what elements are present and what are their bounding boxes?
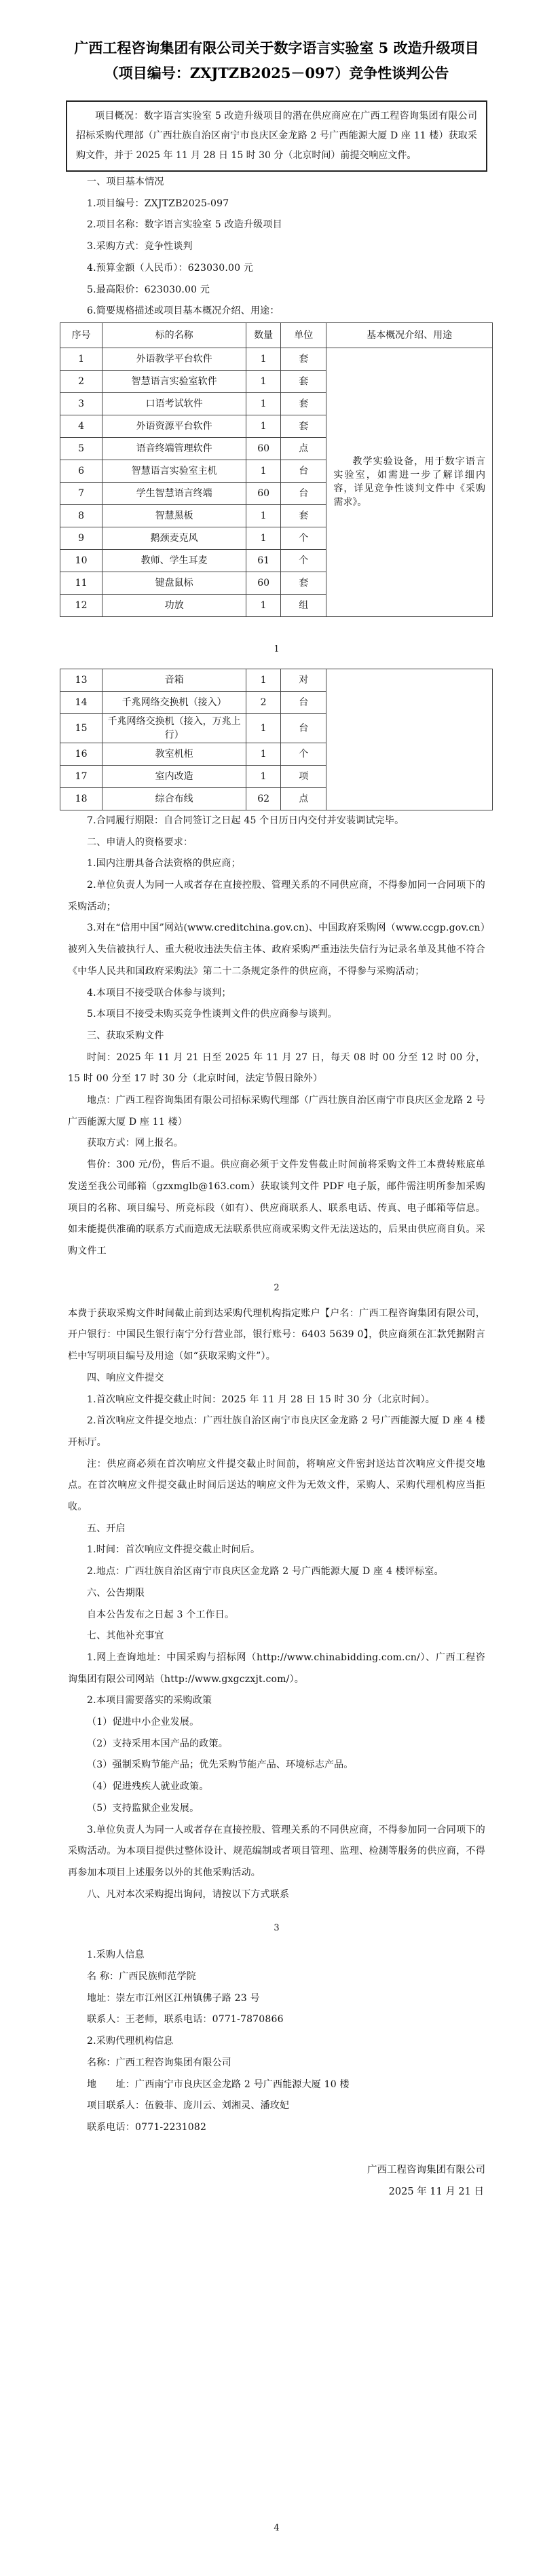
cell-no: 6 xyxy=(60,460,102,482)
cell-unit: 套 xyxy=(281,572,326,594)
section-7-heading: 七、其他补充事宜 xyxy=(87,1630,164,1642)
cell-no: 2 xyxy=(60,370,102,392)
cell-name: 智慧黑板 xyxy=(102,504,246,527)
cell-unit: 台 xyxy=(281,460,326,482)
cell-unit: 点 xyxy=(281,437,326,460)
obtain-time: 时间：2025 年 11 月 21 日至 2025 年 11 月 27 日，每天 08 时 00 分至 12 时 00 分，15 时 00 分至 17 时 30 分（北京时间，法定节假日除外） xyxy=(68,1051,485,1085)
qualification-item: 3.对在“信用中国”网站(www.creditchina.gov.cn)、中国政府采购网（www.ccgp.gov.cn）被列入失信被执行人、重大税收违法失信主体、政府采购严重违法失信行为记录名单及其他不符合《中华人民共和国政府采购法》第二十二条规定条件的供应商，不得参与采购活动； xyxy=(68,922,485,977)
cell-name: 千兆网络交换机（接入，万兆上行） xyxy=(102,713,246,743)
cell-name: 智慧语言实验室软件 xyxy=(102,370,246,392)
cell-name: 教室机柜 xyxy=(102,743,246,765)
cell-unit: 台 xyxy=(281,691,326,713)
cell-name: 音箱 xyxy=(102,669,246,691)
cell-qty: 1 xyxy=(246,415,281,437)
project-overview-box xyxy=(66,100,487,172)
online-query-address: 1.网上查询地址：中国采购与招标网（http://www.chinabidding.com.cn/）、广西工程咨询集团有限公司网站（http://www.gxgczxjt.com/）。 xyxy=(68,1651,485,1685)
cell-name: 学生智慧语言终端 xyxy=(102,482,246,504)
cell-name: 口语考试软件 xyxy=(102,392,246,415)
cell-no: 4 xyxy=(60,415,102,437)
purchaser-address: 地址：崇左市江州区江州镇佛子路 23 号 xyxy=(87,1992,260,2004)
cell-unit: 个 xyxy=(281,549,326,572)
cell-unit: 个 xyxy=(281,743,326,765)
cell-unit: 台 xyxy=(281,713,326,743)
merged-description-text: 教学实验设备，用于数字语言实验室，如需进一步了解详细内容，详见竞争性谈判文件中《采购需求》。 xyxy=(333,456,485,508)
cell-qty: 1 xyxy=(246,370,281,392)
policy-item: （2）支持采用本国产品的政策。 xyxy=(87,1738,228,1749)
policy-item: （1）促进中小企业发展。 xyxy=(87,1717,200,1728)
cell-name: 综合布线 xyxy=(102,787,246,810)
purchaser-name: 名 称：广西民族师范学院 xyxy=(87,1971,196,1983)
cell-name: 室内改造 xyxy=(102,765,246,787)
section-8-heading: 八、凡对本次采购提出询问，请按以下方式联系 xyxy=(87,1888,290,1900)
cell-no: 7 xyxy=(60,482,102,504)
section-4-heading: 四、响应文件提交 xyxy=(87,1372,164,1383)
policy-intro: 2.本项目需要落实的采购政策 xyxy=(87,1695,212,1706)
agency-name: 名称：广西工程咨询集团有限公司 xyxy=(87,2057,231,2068)
cell-unit: 项 xyxy=(281,765,326,787)
purchaser-info-label: 1.采购人信息 xyxy=(87,1949,145,1961)
obtain-method: 获取方式：网上报名。 xyxy=(87,1138,183,1149)
merged-description-cell xyxy=(326,348,493,616)
section-5-heading: 五、开启 xyxy=(87,1523,126,1534)
cell-qty: 1 xyxy=(246,460,281,482)
announcement-period: 自本公告发布之日起 3 个工作日。 xyxy=(87,1609,235,1620)
empty-description-cell xyxy=(326,669,493,810)
cell-no: 9 xyxy=(60,527,102,549)
cell-qty: 1 xyxy=(246,594,281,616)
col-header-name: 标的名称 xyxy=(102,322,246,348)
cell-unit: 套 xyxy=(281,415,326,437)
cell-qty: 61 xyxy=(246,549,281,572)
table-row xyxy=(60,669,493,691)
cell-unit: 点 xyxy=(281,787,326,810)
submission-place: 2.首次响应文件提交地点：广西壮族自治区南宁市良庆区金龙路 2 号广西能源大厦 D 座 4 楼开标厅。 xyxy=(68,1415,485,1448)
col-header-desc: 基本概况介绍、用途 xyxy=(326,322,493,348)
signature-company: 广西工程咨询集团有限公司 xyxy=(367,2164,485,2176)
cell-qty: 60 xyxy=(246,572,281,594)
qualification-item: 1.国内注册具备合法资格的供应商； xyxy=(87,858,241,870)
agency-address: 地 址：广西南宁市良庆区金龙路 2 号广西能源大厦 10 楼 xyxy=(87,2078,350,2090)
section-1-heading: 一、项目基本情况 xyxy=(87,176,164,187)
cell-unit: 组 xyxy=(281,594,326,616)
policy-item: （5）支持监狱企业发展。 xyxy=(87,1802,200,1814)
cell-unit: 套 xyxy=(281,348,326,370)
cell-name: 鹅颈麦克风 xyxy=(102,527,246,549)
cell-qty: 60 xyxy=(246,482,281,504)
cell-no: 17 xyxy=(60,765,102,787)
cell-no: 5 xyxy=(60,437,102,460)
qualification-item: 2.单位负责人为同一人或者存在直接控股、管理关系的不同供应商，不得参加同一合同项下的采购活动； xyxy=(68,880,485,912)
cell-name: 键盘鼠标 xyxy=(102,572,246,594)
purchaser-contact: 联系人：王老师，联系电话：0771-7870866 xyxy=(87,2014,284,2026)
submission-note: 注：供应商必须在首次响应文件提交截止时间前，将响应文件密封送达首次响应文件提交地点。在首次响应文件提交截止时间后送达的响应文件为无效文件，采购人、采购代理机构应当拒收。 xyxy=(68,1458,485,1513)
cell-no: 18 xyxy=(60,787,102,810)
agency-contacts: 项目联系人：伍毅菲、庞川云、刘湘灵、潘玫妃 xyxy=(87,2100,290,2112)
page-number-4: 4 xyxy=(274,2522,280,2533)
cell-no: 10 xyxy=(60,549,102,572)
cell-no: 3 xyxy=(60,392,102,415)
signature-block xyxy=(68,2159,485,2203)
cell-unit: 套 xyxy=(281,370,326,392)
cell-name: 外语资源平台软件 xyxy=(102,415,246,437)
title-line-2: （项目编号：ZXJTZB2025－097）竞争性谈判公告 xyxy=(104,64,449,81)
cell-name: 千兆网络交换机（接入） xyxy=(102,691,246,713)
document-price: 售价：300 元/份，售后不退。供应商必须于文件发售截止时间前将采购文件工本费转账底单发送至我公司邮箱（gzxmglb@163.com）获取谈判文件 PDF 电子版，邮件需注明所参加采购项目的名称、项目编号、所竞标段（如有）、供应商联系人、联系电话、传真、电子邮箱等信息。如未能提供准确的联系方式而造成无法联系供应商或采购文件无法送达的，后果由供应商自负。采购文件工 xyxy=(68,1159,485,1256)
cell-no: 12 xyxy=(60,594,102,616)
col-header-qty: 数量 xyxy=(246,322,281,348)
cell-qty: 1 xyxy=(246,743,281,765)
contract-term: 7.合同履行期限：自合同签订之日起 45 个日历日内交付并安装调试完毕。 xyxy=(87,815,405,826)
cell-no: 14 xyxy=(60,691,102,713)
procurement-method: 3.采购方式：竞争性谈判 xyxy=(87,241,193,253)
cell-no: 16 xyxy=(60,743,102,765)
blank-area xyxy=(68,2203,485,2522)
agency-phone: 联系电话：0771-2231082 xyxy=(87,2122,207,2133)
cell-name: 外语教学平台软件 xyxy=(102,348,246,370)
cell-qty: 1 xyxy=(246,713,281,743)
qualification-item: 4.本项目不接受联合体参与谈判； xyxy=(87,987,231,998)
restriction-note: 3.单位负责人为同一人或者存在直接控股、管理关系的不同供应商，不得参加同一合同项下的采购活动。为本项目提供过整体设计、规范编制或者项目管理、监理、检测等服务的供应商，不得再参加本项目上述服务以外的其他采购活动。 xyxy=(68,1824,485,1878)
cell-qty: 60 xyxy=(246,437,281,460)
col-header-unit: 单位 xyxy=(281,322,326,348)
cell-qty: 1 xyxy=(246,504,281,527)
spec-description-label: 6.简要规格描述或项目基本概况介绍、用途： xyxy=(87,305,280,317)
title-line-1: 广西工程咨询集团有限公司关于数字语言实验室 5 改造升级项目 xyxy=(74,39,479,56)
page-number-1: 1 xyxy=(274,643,280,654)
budget-amount: 4.预算金额（人民币）：623030.00 元 xyxy=(87,262,254,274)
cell-qty: 62 xyxy=(246,787,281,810)
cell-no: 15 xyxy=(60,713,102,743)
qualification-item: 5.本项目不接受未购买竞争性谈判文件的供应商参与谈判。 xyxy=(87,1009,337,1020)
section-2-heading: 二、申请人的资格要求： xyxy=(87,836,193,848)
table-row xyxy=(60,348,493,370)
page-number-2: 2 xyxy=(274,1282,280,1293)
cell-qty: 1 xyxy=(246,527,281,549)
cell-qty: 1 xyxy=(246,669,281,691)
opening-place: 2.地点：广西壮族自治区南宁市良庆区金龙路 2 号广西能源大厦 D 座 4 楼评标室。 xyxy=(87,1566,444,1578)
obtain-place: 地点：广西工程咨询集团有限公司招标采购代理部（广西壮族自治区南宁市良庆区金龙路 2 号广西能源大厦 D 座 11 楼） xyxy=(68,1095,485,1127)
table-header-row xyxy=(60,322,493,348)
cell-unit: 个 xyxy=(281,527,326,549)
cell-name: 智慧语言实验室主机 xyxy=(102,460,246,482)
cell-qty: 2 xyxy=(246,691,281,713)
policy-item: （4）促进残疾人就业政策。 xyxy=(87,1781,209,1793)
col-header-no: 序号 xyxy=(60,322,102,348)
section-6-heading: 六、公告期限 xyxy=(87,1587,145,1599)
project-name: 2.项目名称：数字语言实验室 5 改造升级项目 xyxy=(87,219,282,231)
policy-item: （3）强制采购节能产品；优先采购节能产品、环境标志产品。 xyxy=(87,1759,354,1771)
cell-unit: 台 xyxy=(281,482,326,504)
cell-name: 语音终端管理软件 xyxy=(102,437,246,460)
section-3-heading: 三、获取采购文件 xyxy=(87,1030,164,1041)
items-table-page1 xyxy=(60,322,493,617)
agency-info-label: 2.采购代理机构信息 xyxy=(87,2036,174,2047)
cell-no: 13 xyxy=(60,669,102,691)
cell-no: 8 xyxy=(60,504,102,527)
project-number: 1.项目编号：ZXJTZB2025-097 xyxy=(87,198,229,209)
submission-deadline: 1.首次响应文件提交截止时间：2025 年 11 月 28 日 15 时 30 分（北京时间）。 xyxy=(87,1394,435,1405)
cell-no: 11 xyxy=(60,572,102,594)
cell-unit: 套 xyxy=(281,392,326,415)
cell-unit: 套 xyxy=(281,504,326,527)
page-title xyxy=(68,35,485,86)
cell-no: 1 xyxy=(60,348,102,370)
cell-name: 功放 xyxy=(102,594,246,616)
cell-qty: 1 xyxy=(246,392,281,415)
cell-qty: 1 xyxy=(246,348,281,370)
project-overview-text: 项目概况：数字语言实验室 5 改造升级项目的潜在供应商应在广西工程咨询集团有限公司招标采购代理部（广西壮族自治区南宁市良庆区金龙路 2 号广西能源大厦 D 座 11 楼）获取采购文件，并于 2025 年 11 月 28 日 15 时 30 分（北京时间）前提交响应文件。 xyxy=(76,111,477,161)
items-table-page2 xyxy=(60,669,493,810)
cell-qty: 1 xyxy=(246,765,281,787)
max-price: 5.最高限价：623030.00 元 xyxy=(87,284,210,295)
signature-date: 2025 年 11 月 21 日 xyxy=(388,2186,484,2197)
document-price-continued: 本费于获取采购文件时间截止前到达采购代理机构指定账户【户名：广西工程咨询集团有限公司，开户银行：中国民生银行南宁分行营业部，银行账号：6403 5639 0】，供应商须在汇款凭据附言栏中写明项目编号及用途（如“获取采购文件”）。 xyxy=(68,1307,485,1362)
page-number-3: 3 xyxy=(274,1923,280,1934)
cell-name: 教师、学生耳麦 xyxy=(102,549,246,572)
opening-time: 1.时间：首次响应文件提交截止时间后。 xyxy=(87,1544,261,1556)
cell-unit: 对 xyxy=(281,669,326,691)
